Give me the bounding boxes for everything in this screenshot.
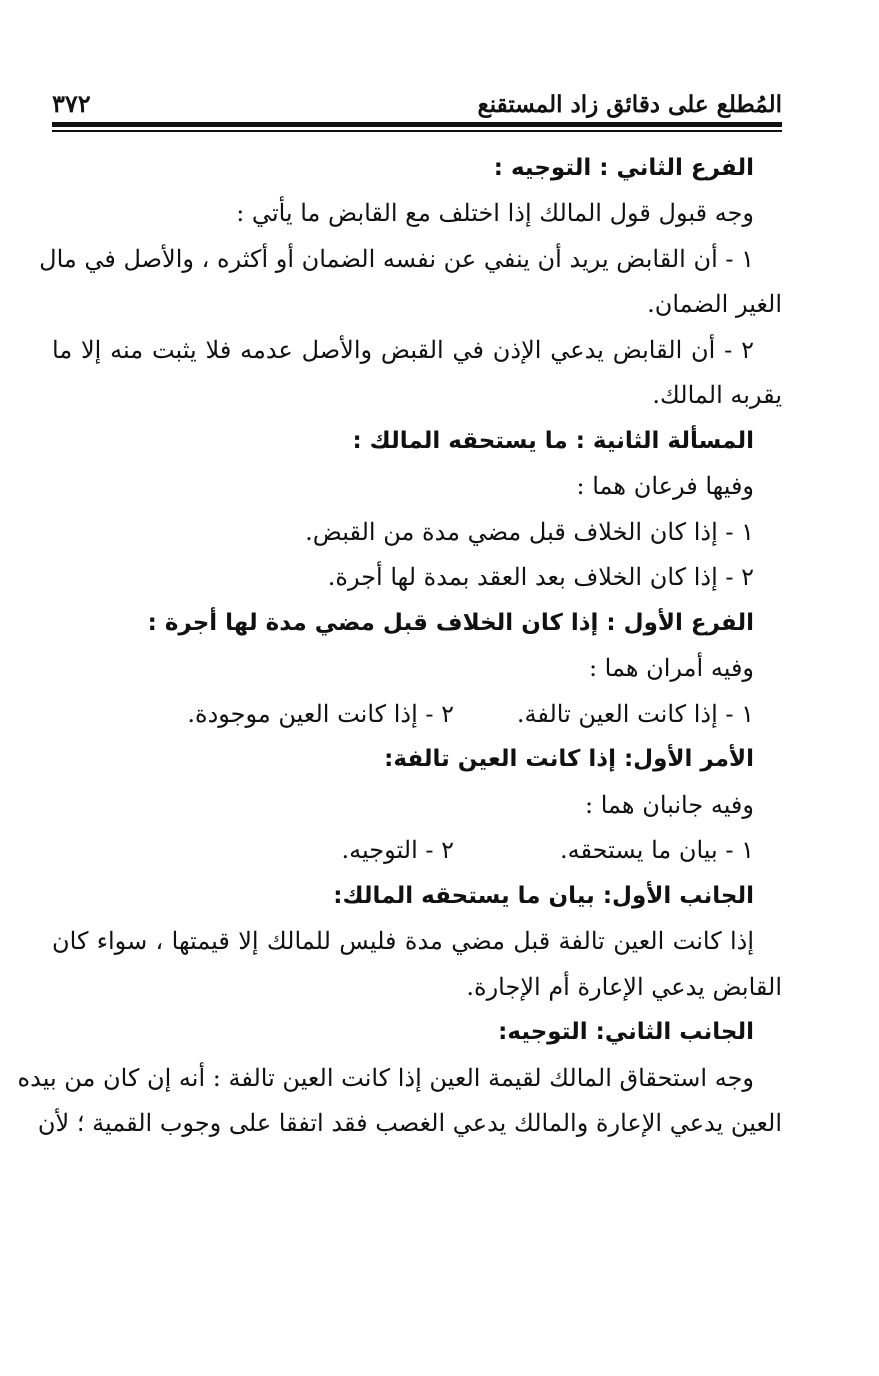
paragraph-line: القابض يدعي الإعارة أم الإجارة. — [466, 972, 782, 1001]
document-page — [17, 82, 782, 1151]
list-item: ١ - إذا كانت العين تالفة. — [516, 699, 754, 728]
section-heading: الأمر الأول: إذا كانت العين تالفة: — [384, 746, 754, 772]
section-heading: الفرع الأول : إذا كان الخلاف قبل مضي مدة لها أجرة : — [147, 609, 754, 636]
paragraph-line: ٢ - أن القابض يدعي الإذن في القبض والأصل عدمه فلا يثبت منه إلا ما — [52, 335, 754, 364]
two-column-list — [52, 832, 782, 868]
section-heading: الجانب الثاني: التوجيه: — [498, 1019, 754, 1045]
section-heading: الفرع الثاني : التوجيه : — [493, 154, 754, 181]
paragraph-line: وجه استحقاق المالك لقيمة العين إذا كانت العين تالفة : أنه إن كان من بيده — [17, 1063, 754, 1092]
paragraph-line: العين يدعي الإعارة والمالك يدعي الغصب فقد اتفقا على وجوب القمية ؛ لأن — [37, 1109, 782, 1137]
paragraph-line: يقربه المالك. — [652, 381, 782, 409]
paragraph-line: وفيها فرعان هما : — [576, 472, 754, 500]
paragraph-line: ١ - أن القابض يريد أن ينفي عن نفسه الضمان أو أكثره ، والأصل في مال — [39, 244, 754, 273]
two-column-list — [52, 696, 782, 732]
paragraph-line: الغير الضمان. — [647, 290, 782, 318]
list-item: ٢ - التوجيه. — [341, 836, 454, 864]
page-body — [17, 150, 782, 1142]
list-item: ١ - بيان ما يستحقه. — [559, 836, 754, 864]
list-item: ٢ - إذا كانت العين موجودة. — [187, 699, 454, 728]
header-rule-thick — [52, 122, 782, 127]
paragraph-line: إذا كانت العين تالفة قبل مضي مدة فليس للمالك إلا قيمتها ، سواء كان — [52, 927, 754, 955]
paragraph-line: وفيه جانبان هما : — [585, 790, 754, 819]
page-header — [52, 82, 782, 118]
paragraph-line: وجه قبول قول المالك إذا اختلف مع القابض ما يأتي : — [236, 199, 754, 227]
header-rule-thin — [52, 130, 782, 132]
paragraph-line: وفيه أمران هما : — [588, 654, 754, 682]
section-heading: الجانب الأول: بيان ما يستحقه المالك: — [333, 882, 754, 909]
paragraph-line: ٢ - إذا كان الخلاف بعد العقد بمدة لها أجرة. — [327, 563, 754, 591]
paragraph-line: ١ - إذا كان الخلاف قبل مضي مدة من القبض. — [305, 517, 754, 546]
page-number: ٣٧٢ — [52, 89, 91, 118]
book-title: المُطلع على دقائق زاد المستقنع — [477, 91, 782, 118]
section-heading: المسألة الثانية : ما يستحقه المالك : — [352, 427, 754, 454]
